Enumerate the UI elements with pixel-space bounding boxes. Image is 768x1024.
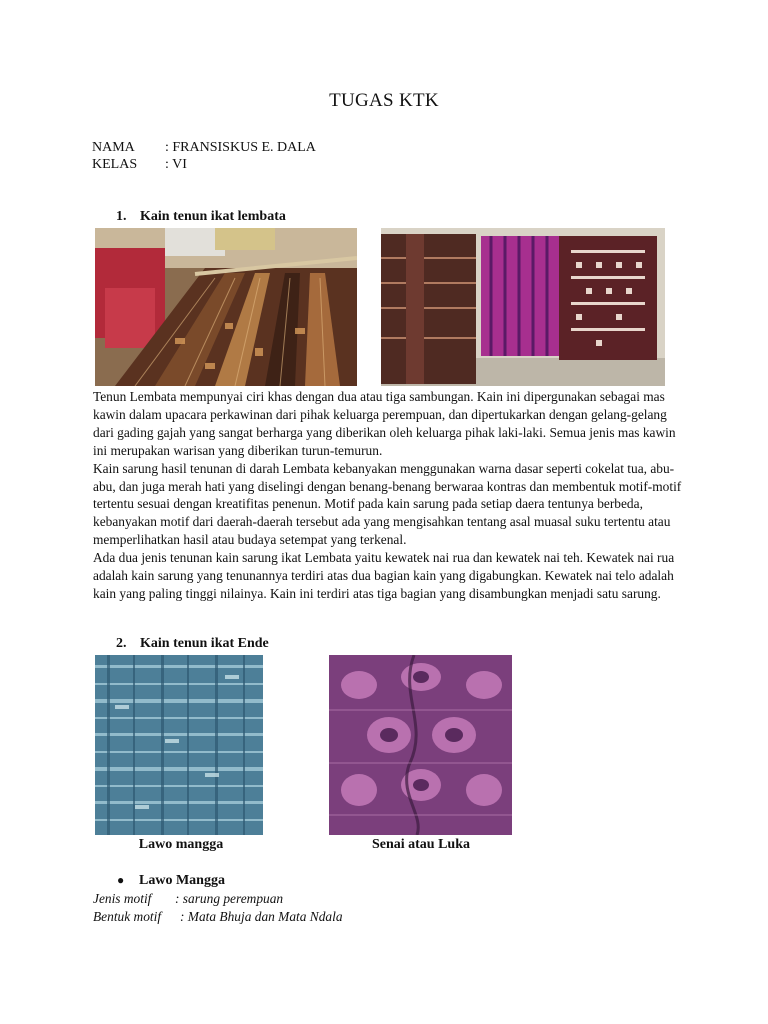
- lawo-mangga-photo: [95, 655, 263, 835]
- name-label: NAMA: [92, 140, 135, 155]
- section1-title: Kain tenun ikat lembata: [140, 209, 286, 224]
- motif-shape-row: [93, 909, 343, 925]
- section1-number: 1.: [116, 209, 127, 224]
- caption-senai: Senai atau Luka: [371, 837, 471, 852]
- name-value: : FRANSISKUS E. DALA: [165, 140, 316, 155]
- class-label: KELAS: [92, 157, 138, 172]
- class-row: [92, 156, 187, 173]
- bullet-heading: Lawo Mangga: [139, 873, 225, 888]
- section2-number: 2.: [116, 636, 127, 651]
- section1-paragraph-1: Tenun Lembata mempunyai ciri khas dengan dua atau tiga sambungan. Kain ini dipergunakan sebagai mas kawin dalam upacara perkawinan dari pihak keluarga perempuan, dan dipertukarkan dengan gelang-gelang dari gading gajah yang sangat berharga yang diberikan oleh keluarga pihak laki-laki. Semua jenis mas kawin ini merupakan warisan yang diberikan turun-temurun.: [93, 389, 676, 458]
- motif-shape-label: Bentuk motif: [93, 909, 162, 924]
- section1-paragraph-2: Kain sarung hasil tenunan di darah Lembata kebanyakan menggunakan warna dasar seperti cokelat tua, abu-abu, dan juga merah hati yang diselingi dengan benang-benang berwaraa kontras dan membentuk motif-motif tertentu sesuai dengan kreatifitas penenun. Motif pada kain sarung pada setiap daera tentunya berbeda, kebanyakan motif dari daerah-daerah tersebut ada yang mengisahkan tentang asal muasal suku tertentu atau memperlihatkan hasil atau budaya setempat yang terkenal.: [93, 460, 682, 548]
- class-value: : VI: [165, 157, 187, 172]
- motif-type-row: [93, 891, 283, 907]
- caption-lawo-mangga: Lawo mangga: [138, 837, 224, 852]
- loom-photo: [95, 228, 357, 386]
- sarong-photo: [381, 228, 665, 386]
- senai-photo: [329, 655, 512, 835]
- motif-shape-value: : Mata Bhuja dan Mata Ndala: [180, 909, 343, 924]
- section1-heading: [116, 209, 286, 225]
- section1-body: [93, 388, 683, 603]
- bullet-dot-icon: ●: [117, 873, 125, 887]
- page-title: TUGAS KTK: [329, 90, 439, 111]
- section2-title: Kain tenun ikat Ende: [140, 636, 269, 651]
- name-row: [92, 139, 316, 156]
- motif-type-label: Jenis motif: [93, 891, 152, 906]
- section2-heading: [116, 636, 269, 652]
- section1-paragraph-3: Ada dua jenis tenunan kain sarung ikat Lembata yaitu kewatek nai rua dan kewatek nai teh. Kewatek nai rua adalah kain sarung yang tenunannya terdiri atas dua bagian kain yang digabungkan. Kewatek nai telo adalah kain yang paling tinggi nilainya. Kain ini terdiri atas tiga bagian yang disambungkan menjadi satu sarung.: [93, 550, 675, 601]
- bullet-lawo-mangga: [117, 873, 225, 889]
- motif-type-value: : sarung perempuan: [175, 891, 284, 906]
